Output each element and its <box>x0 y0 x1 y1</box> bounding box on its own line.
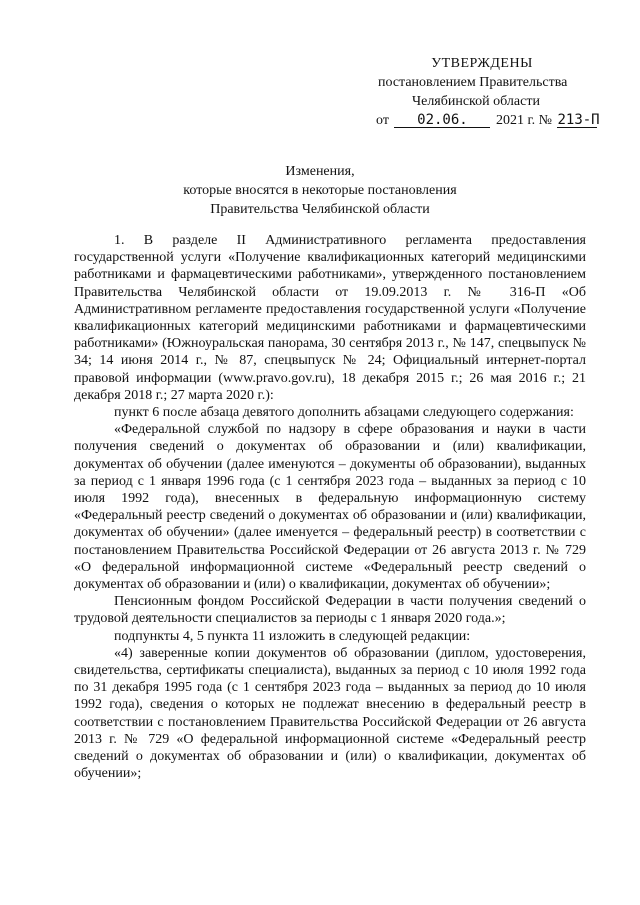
paragraph: 1. В разделе II Административного регламента предоставления государственной услуги «Получение квалификационных категорий медицинскими работниками и фармацевтическими работниками», утвержденного постановлением Правительства Челябинской области от 19.09.2013 г. № 316-П «Об Административном регламенте предоставления государственной услуги «Получение квалификационных категорий медицинскими работниками и фармацевтическими работниками» (Южноуральская панорама, 30 сентября 2013 г., № 147, спецвыпуск № 34; 14 июня 2014 г., № 87, спецвыпуск № 24; Официальный интернет-портал правовой информации (www.pravo.gov.ru), 18 декабря 2015 г.; 26 мая 2016 г.; 21 декабря 2018 г.; 27 марта 2020 г.): <box>74 233 586 403</box>
approval-number-handwritten: 213-П <box>557 112 600 128</box>
paragraph: «Федеральной службой по надзору в сфере образования и науки в части получения сведений о документах об образовании и (или) квалификации, документах об обучении (далее именуются – документы об образовании), выданных за период с 1 января 1996 года (с 1 сентября 2023 года – выданных за период с 10 июля 1992 года), внесенных в федеральную информационную систему «Федеральный реестр сведений о документах об образовании и (или) квалификации, документах об обучении» (далее именуется – федеральный реестр) в соответствии с постановлением Правительства Российской Федерации от 26 августа 2013 г. № 729 «О федеральной информационной системе «Федеральный реестр сведений о документах об образовании и (или) о квалификации, документах об обучении»; <box>74 422 586 593</box>
paragraph: подпункты 4, 5 пункта 11 изложить в следующей редакции: <box>114 628 471 644</box>
paragraph: «4) заверенные копии документов об образовании (диплом, удостоверения, свидетельства, сертификаты специалиста), выданных за период с 10 июля 1992 года по 31 декабря 1995 года (с 1 сентября 2023 года – выданных за период до 10 июля 1992 года), сведения о которых не подлежат внесению в федеральный реестр в соответствии с постановлением Правительства Российской Федерации от 26 августа 2013 г. № 729 «О федеральной информационной системе «Федеральный реестр сведений о документах об образовании и (или) о квалификации, документах об обучении»; <box>74 645 586 782</box>
approval-year-text: 2021 г. № <box>495 113 552 128</box>
approval-stamp-block <box>372 54 612 130</box>
approval-line-resolution: постановлением Правительства <box>378 75 568 90</box>
heading-line-1: Изменения, <box>285 164 355 179</box>
heading-line-3: Правительства Челябинской области <box>210 202 430 217</box>
approval-date-handwritten: 02.06. <box>394 113 490 128</box>
document-body <box>74 232 586 783</box>
approval-from-prefix: от <box>376 113 389 128</box>
heading-line-2: которые вносятся в некоторые постановления <box>183 183 457 198</box>
paragraph: Пенсионным фондом Российской Федерации в части получения сведений о трудовой деятельности специалистов за периоды с 1 января 2020 года.»; <box>74 594 586 627</box>
approval-date-number-line <box>376 111 612 130</box>
document-heading <box>140 162 500 219</box>
paragraph: пункт 6 после абзаца девятого дополнить абзацами следующего содержания: <box>114 405 574 421</box>
approval-line-region: Челябинской области <box>412 94 540 109</box>
approval-title: УТВЕРЖДЕНЫ <box>431 56 533 71</box>
